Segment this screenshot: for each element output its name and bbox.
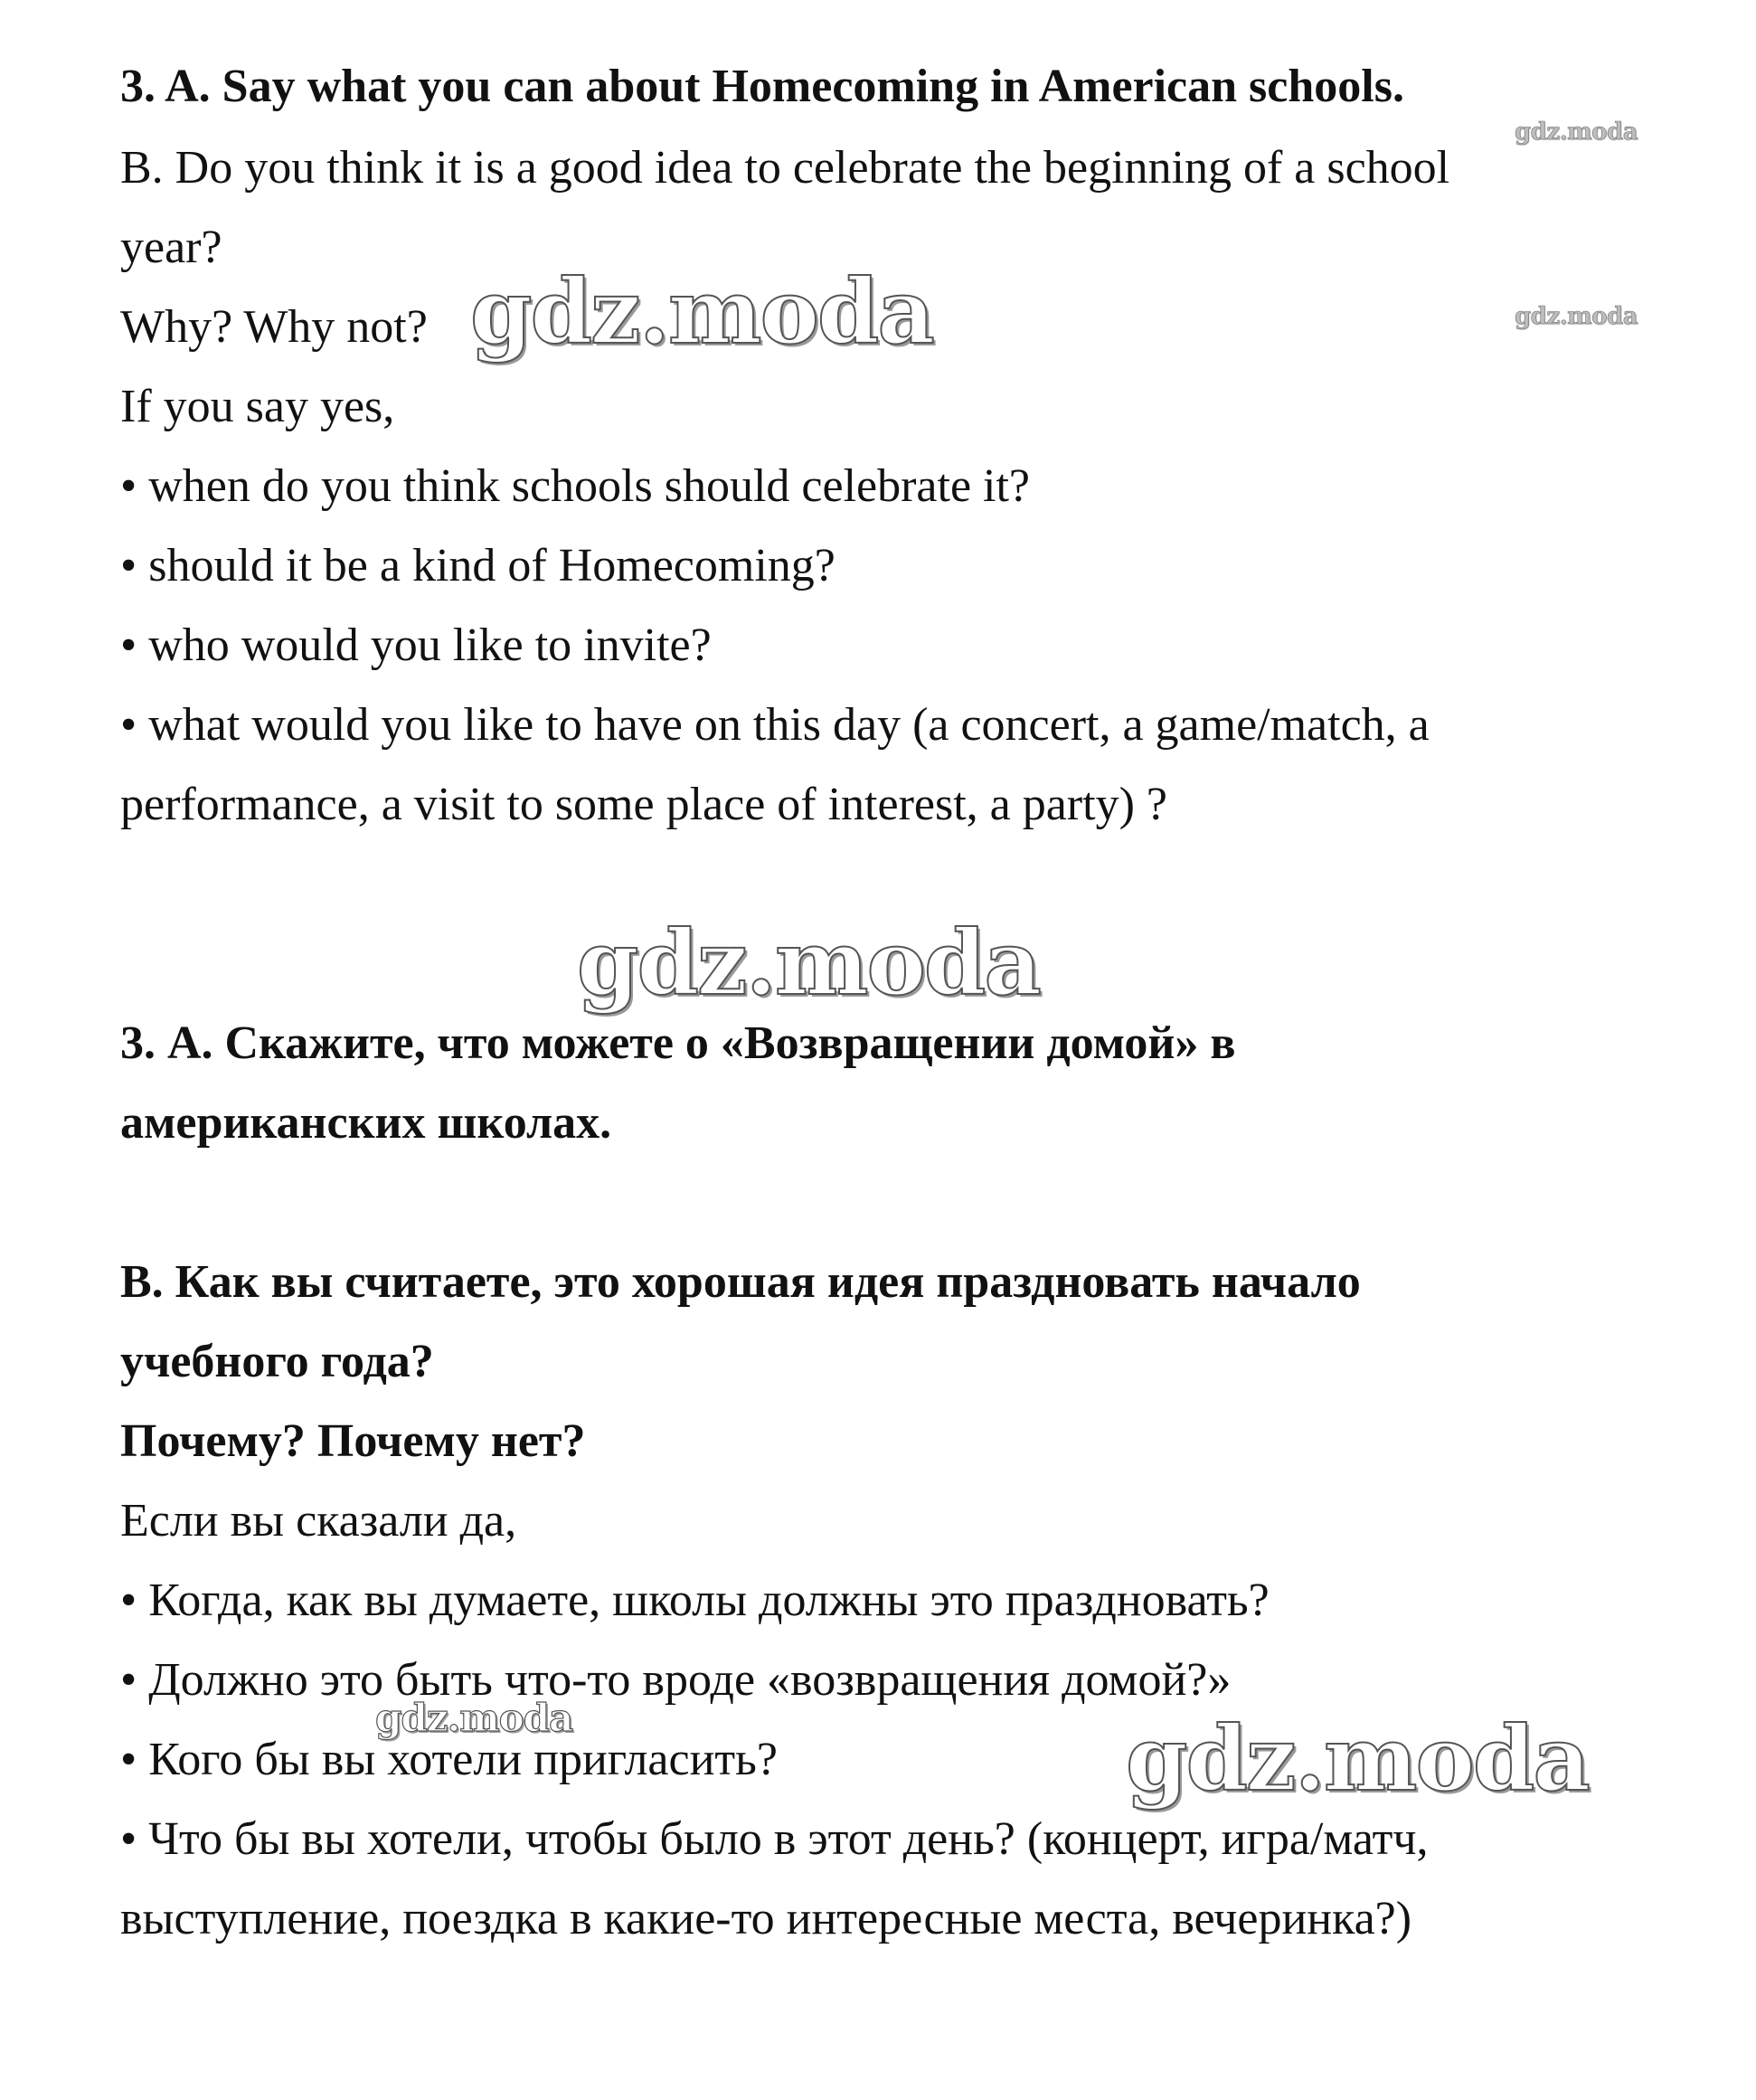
watermark-medium: gdz.moda: [375, 1696, 573, 1740]
russian-bullet-2: • Должно это быть что-то вроде «возвращения домой?»: [120, 1654, 1232, 1706]
russian-question-b-line1: В. Как вы считаете, это хорошая идея праздновать начало: [120, 1256, 1361, 1308]
english-question-b-line1: B. Do you think it is a good idea to celebrate the beginning of a school: [120, 142, 1450, 194]
watermark-large-2: gdz.moda: [577, 912, 1040, 1016]
russian-if-yes: Если вы сказали да,: [120, 1495, 517, 1547]
russian-bullet-1: • Когда, как вы думаете, школы должны это праздновать?: [120, 1575, 1270, 1626]
russian-heading-line2: американских школах.: [120, 1097, 612, 1149]
russian-bullet-3: • Кого бы вы хотели пригласить?: [120, 1734, 778, 1785]
english-bullet-1: • when do you think schools should celebrate it?: [120, 460, 1031, 512]
watermark-small-top: gdz.moda: [1515, 118, 1638, 146]
english-question-b-line2: year?: [120, 222, 222, 273]
watermark-small-right: gdz.moda: [1515, 303, 1638, 330]
english-heading: 3. A. Say what you can about Homecoming in American schools.: [120, 61, 1404, 112]
english-bullet-4-continued: performance, a visit to some place of interest, a party) ?: [120, 779, 1167, 830]
russian-bullet-4-continued: выступление, поездка в какие-то интересные места, вечеринка?): [120, 1893, 1412, 1944]
watermark-large-1: gdz.moda: [470, 260, 933, 364]
english-if-yes: If you say yes,: [120, 381, 395, 432]
english-bullet-3: • who would you like to invite?: [120, 620, 712, 671]
english-bullet-2: • should it be a kind of Homecoming?: [120, 540, 836, 591]
english-bullet-4: • what would you like to have on this day (a concert, a game/match, a: [120, 699, 1430, 751]
russian-heading-line1: 3. А. Скажите, что можете о «Возвращении домой» в: [120, 1017, 1236, 1069]
russian-why: Почему? Почему нет?: [120, 1415, 586, 1467]
russian-question-b-line2: учебного года?: [120, 1336, 434, 1387]
english-why: Why? Why not?: [120, 301, 428, 353]
watermark-large-3: gdz.moda: [1126, 1707, 1589, 1811]
russian-bullet-4: • Что бы вы хотели, чтобы было в этот день? (концерт, игра/матч,: [120, 1813, 1429, 1865]
